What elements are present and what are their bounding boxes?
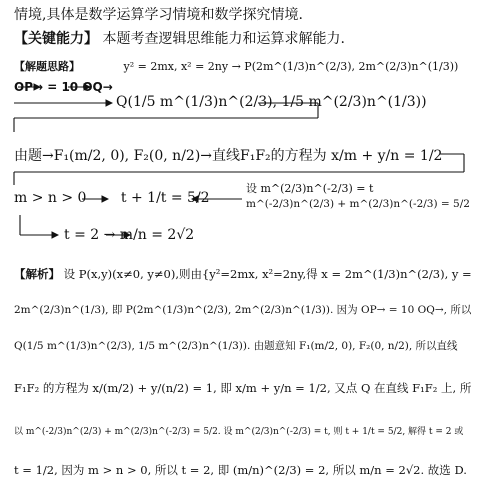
analysis-line-2: 2m^(2/3)n^(1/3), 即 P(2m^(1/3)n^(2/3), 2m^(2/3)n^(1/3)). 因为 OP→ = 10 OQ→, 所以 [14,304,472,316]
analysis-line-1: 【解析】 设 P(x,y)(x≠0, y≠0),则由{y²=2mx, x²=2ny,得 x = 2m^(1/3)n^(2/3), y = [14,267,472,281]
step3-equation-b: m^(-2/3)n^(2/3) + m^(2/3)n^(-2/3) = 5/2 [246,198,470,210]
approach-label: 【解题思路】 [14,60,80,73]
analysis-line-3: Q(1/5 m^(1/3)n^(2/3), 1/5 m^(2/3)n^(1/3)). 由题意知 F₁(m/2, 0), F₂(0, n/2), 所以直线 [14,340,458,352]
analysis-line-6: t = 1/2, 因为 m > n > 0, 所以 t = 2, 即 (m/n)^(2/3) = 2, 所以 m/n = 2√2. 故选 D. [14,463,467,477]
analysis-line-4: F₁F₂ 的方程为 x/(m/2) + y/(n/2) = 1, 即 x/m + y/n = 1/2, 又点 Q 在直线 F₁F₂ 上, 所 [14,381,472,395]
approach-step3 [14,190,210,206]
key-ability-text: 本题考查逻辑思维能力和运算求解能力. [102,31,345,47]
step3-equation-a: t + 1/t = 5/2 [120,190,210,206]
key-ability-row [14,28,345,48]
key-ability-label: 【关键能力】 [14,31,98,47]
vector-relation: OP→ = 10 OQ→ [14,80,113,94]
intro-line: 情境,具体是数学运算学习情境和数学探究情境. [14,7,303,23]
step3-substitution: 设 m^(2/3)n^(-2/3) = t [246,182,374,195]
q-point: Q(1/5 m^(1/3)n^(2/3), 1/5 m^(2/3)n^(1/3)) [116,94,427,110]
approach-eq1: y² = 2mx, x² = 2ny → P(2m^(1/3)n^(2/3), 2m^(2/3)n^(1/3)) [123,60,459,73]
approach-step4: t = 2 → m/n = 2√2 [64,227,195,243]
approach-step2: 由题→F₁(m/2, 0), F₂(0, n/2)→直线F₁F₂的方程为 x/m + y/n = 1/2 [14,148,443,164]
analysis-label: 【解析】 [14,267,60,281]
step3-condition: m > n > 0 [14,190,87,206]
approach-row [14,58,458,74]
analysis-line-5: 以 m^(-2/3)n^(2/3) + m^(2/3)n^(-2/3) = 5/2. 设 m^(2/3)n^(-2/3) = t, 则 t + 1/t = 5/2, 解得 t = 2 或 [14,427,464,437]
